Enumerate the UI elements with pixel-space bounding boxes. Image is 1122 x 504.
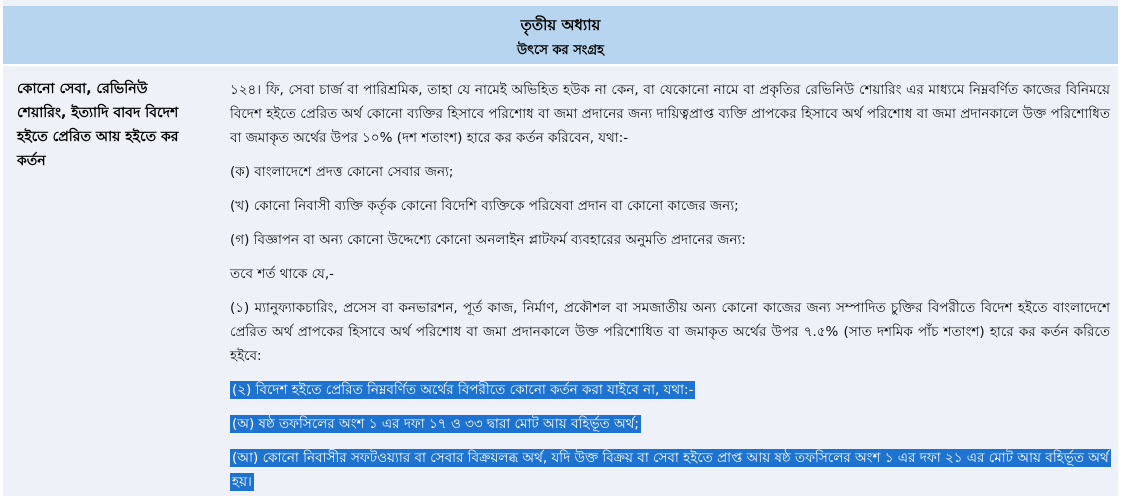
clause-ka: (ক) বাংলাদেশে প্রদত্ত কোনো সেবার জন্য;: [230, 164, 454, 180]
selected-text[interactable]: (অ) ষষ্ঠ তফসিলের অংশ ১ এর দফা ১৭ ও ৩৩ দ্বারা মোট আয় বহির্ভূত অর্থ;: [232, 416, 639, 432]
document-section: [3, 0, 1118, 496]
clause-ga: (গ) বিজ্ঞাপন বা অন্য কোনো উদ্দেশ্যে কোনো অনলাইন প্লাটফর্ম ব্যবহারের অনুমতি প্রদানের জন্য:: [230, 232, 746, 248]
paragraph-124: ১২৪। ফি, সেবা চার্জ বা পারিশ্রমিক, তাহা যে নামেই অভিহিত হউক না কেন, বা যেকোনো নামে বা প্রকৃতির রেভিনিউ শেয়ারিং এর মাধ্যমে নিম্নবর্ণিত কাজের বিনিময়ে বিদেশ হইতে প্রেরিত অর্থ কোনো ব্যক্তির হিসাবে পরিশোধ বা জমা প্রদানের জন্য দায়িত্বপ্রাপ্ত ব্যক্তি প্রাপকের হিসাবে অর্থ পরিশোধ বা জমা প্রদানকালে উক্ত পরিশোধিত বা জমাকৃত অর্থের উপর ১০% (দশ শতাংশ) হারে কর কর্তন করিবেন, যথা:-: [230, 82, 1110, 146]
sub-clause-aa-selected[interactable]: [230, 446, 1110, 494]
chapter-subtitle: উৎসে কর সংগ্রহ: [517, 43, 604, 58]
chapter-header: [3, 6, 1118, 64]
proviso-intro: তবে শর্ত থাকে যে,-: [230, 266, 335, 282]
proviso-2-selected[interactable]: [230, 378, 1110, 402]
selected-text[interactable]: (আ) কোনো নিবাসীর সফটওয়্যার বা সেবার বিক্রয়লব্ধ অর্থ, যদি উক্ত বিক্রয় বা সেবা হইতে প্রাপ্ত আয় ষষ্ঠ তফসিলের অংশ ১ এর দফা ২১ এর মোট আয় বহির্ভূত অর্থ হয়।: [232, 450, 1109, 490]
header-divider: [3, 64, 1118, 66]
sub-clause-a-selected[interactable]: [230, 412, 1110, 436]
proviso-1: (১) ম্যানুফ্যাকচারিং, প্রসেস বা কনভারশন, পূর্ত কাজ, নির্মাণ, প্রকৌশল বা সমজাতীয় অন্য কোনো কাজের জন্য সম্পাদিত চুক্তির বিপরীতে বিদেশ হইতে বাংলাদেশে প্রেরিত অর্থ প্রাপকের হিসাবে অর্থ পরিশোধ বা জমা প্রদানকালে উক্ত পরিশোধিত বা জমাকৃত অর্থের উপর ৭.৫% (সাত দশমিক পাঁচ শতাংশ) হারে কর কর্তন করিতে হইবে:: [230, 300, 1110, 364]
chapter-title: তৃতীয় অধ্যায়: [520, 16, 601, 34]
section-heading: কোনো সেবা, রেভিনিউ শেয়ারিং, ইত্যাদি বাবদ বিদেশ হইতে প্রেরিত আয় হইতে কর কর্তন: [17, 81, 179, 169]
clause-kha: (খ) কোনো নিবাসী ব্যক্তি কর্তৃক কোনো বিদেশি ব্যক্তিকে পরিষেবা প্রদান বা কোনো কাজের জন্য;: [230, 198, 739, 214]
selected-text[interactable]: (২) বিদেশ হইতে প্রেরিত নিম্নবর্ণিত অর্থের বিপরীতে কোনো কর্তন করা যাইবে না, যথা:-: [232, 382, 694, 398]
section-body: [230, 78, 1110, 504]
